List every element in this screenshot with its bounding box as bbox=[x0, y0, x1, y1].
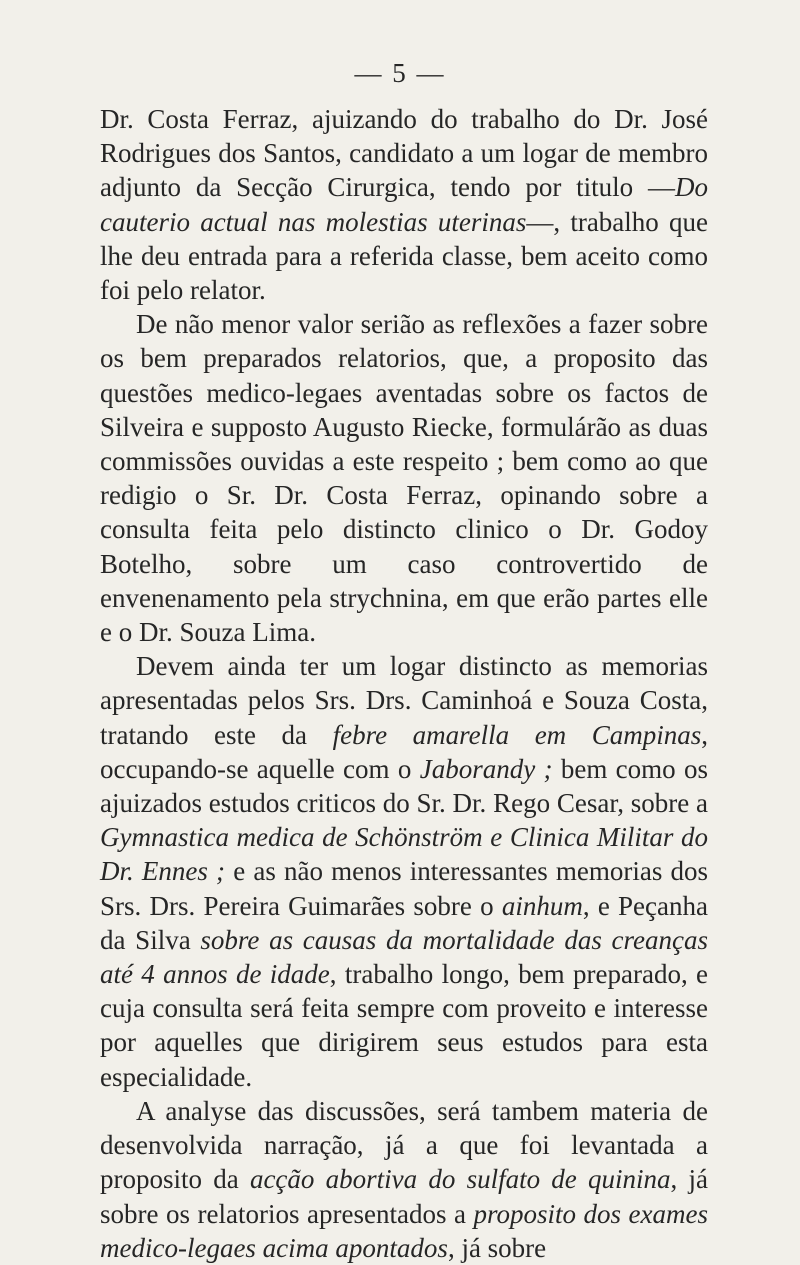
text-segment: bem como os ajuizados estudos criticos do Sr. Dr. Rego Cesar, sobre a bbox=[100, 753, 709, 819]
paragraph-3 bbox=[100, 649, 708, 1094]
text-segment: Devem ainda ter um logar distincto as memorias apresentadas pelos Srs. Drs. Caminhoá e Souza Costa, tratando este da bbox=[100, 651, 708, 750]
italic-title: acção abortiva do sulfato de quinina bbox=[249, 1164, 671, 1195]
text-segment: e as não menos interessantes memorias dos Srs. Drs. Pereira Guimarães sobre o bbox=[100, 856, 708, 921]
text-segment: , trabalho longo, bem preparado, e cuja consulta será feita sempre com proveito e interesse por aquelles que dirigirem seus estudos para esta especialidade. bbox=[100, 959, 708, 1092]
text-segment: , já sobre bbox=[447, 1232, 547, 1263]
paragraph-4 bbox=[100, 1094, 708, 1265]
italic-title: ainhum bbox=[501, 890, 583, 921]
italic-title: sobre as causas da mortalidade das creanças até 4 annos de idade bbox=[100, 924, 708, 990]
italic-title: Do cauterio actual nas molestias uterinas bbox=[100, 172, 708, 237]
paragraph-1 bbox=[100, 102, 708, 307]
text-segment: —, trabalho que lhe deu entrada para a referida classe, bem aceito como foi pelo relator. bbox=[100, 206, 708, 306]
text-segment: A analyse das discussões, será tambem materia de desenvolvida narração, já a que foi levantada a proposito da bbox=[100, 1095, 708, 1195]
text-segment: Dr. Costa Ferraz, ajuizando do trabalho do Dr. José Rodrigues dos Santos, candidato a um logar de membro adjunto da Secção Cirurgica, tendo por titulo — bbox=[100, 104, 708, 203]
text-segment: , occupando-se aquelle com o bbox=[100, 719, 708, 784]
italic-title: febre amarella em Campinas bbox=[332, 719, 702, 750]
paragraph-2 bbox=[100, 307, 708, 649]
text-segment: De não menor valor serião as reflexões a fazer sobre os bem preparados relatorios, que, a proposito das questões medico-legaes aventadas sobre os factos de Silveira e supposto Augusto Riecke, formulárão as duas commissões ouvidas a este respeito ; bem como ao que redigio o Sr. Dr. Costa Ferraz, opinando sobre a consulta feita pelo distincto clinico o Dr. Godoy Botelho, sobre um caso controvertido de envenenamento pela strychnina, em que erão partes elle e o Dr. Souza Lima. bbox=[100, 309, 708, 648]
text-segment: , já sobre os relatorios apresentados a bbox=[100, 1164, 708, 1229]
italic-title: Gymnastica medica de Schönström e Clinica Militar do Dr. Ennes ; bbox=[100, 822, 708, 887]
page-number: — 5 — bbox=[354, 58, 446, 88]
body-text bbox=[100, 102, 708, 1265]
italic-title: proposito dos exames medico-legaes acima apontados bbox=[100, 1198, 708, 1263]
text-segment: , e Peçanha da Silva bbox=[100, 890, 708, 955]
italic-title: Jaborandy ; bbox=[419, 753, 553, 784]
